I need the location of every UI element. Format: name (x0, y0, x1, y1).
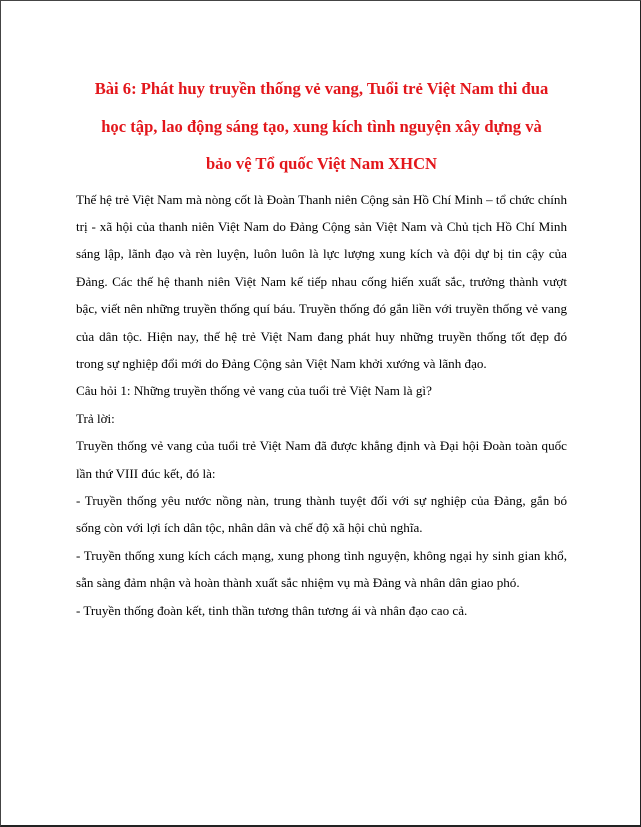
document-title (76, 70, 567, 183)
intro-paragraph: Thế hệ trẻ Việt Nam mà nòng cốt là Đoàn Thanh niên Cộng sản Hồ Chí Minh – tổ chức chính trị - xã hội của thanh niên Việt Nam do Đảng Cộng sản Việt Nam và Chủ tịch Hồ Chí Minh sáng lập, lãnh đạo và rèn luyện, luôn luôn là lực lượng xung kích và đội dự bị tin cậy của Đảng. Các thế hệ thanh niên Việt Nam kế tiếp nhau cống hiến xuất sắc, trưởng thành vượt bậc, viết nên những truyền thống quí báu. Truyền thống đó gắn liền với truyền thống vẻ vang của dân tộc. Hiện nay, thế hệ trẻ Việt Nam đang phát huy những truyền thống tốt đẹp đó trong sự nghiệp đổi mới do Đảng Cộng sản Việt Nam khởi xướng và lãnh đạo. (76, 191, 567, 371)
title-line-3: bảo vệ Tổ quốc Việt Nam XHCN (205, 154, 438, 173)
document-body (76, 186, 567, 625)
title-line-2: học tập, lao động sáng tạo, xung kích tình nguyện xây dựng và (101, 116, 542, 136)
question-1: Câu hỏi 1: Những truyền thống vẻ vang của tuổi trẻ Việt Nam là gì? (76, 383, 432, 399)
answer-intro: Truyền thống vẻ vang của tuổi trẻ Việt Nam đã được khẳng định và Đại hội Đoàn toàn quốc lần thứ VIII đúc kết, đó là: (76, 438, 567, 481)
bullet-item-vanguard: - Truyền thống xung kích cách mạng, xung phong tình nguyện, không ngại hy sinh gian khổ, sẵn sàng đảm nhận và hoàn thành xuất sắc nhiệm vụ mà Đảng và nhân dân giao phó. (76, 547, 567, 591)
bullet-item-solidarity: - Truyền thống đoàn kết, tinh thần tương thân tương ái và nhân đạo cao cả. (76, 602, 468, 618)
answer-label: Trả lời: (76, 410, 115, 426)
bullet-item-patriotism: - Truyền thống yêu nước nồng nàn, trung thành tuyệt đối với sự nghiệp của Đảng, gắn bó sống còn với lợi ích dân tộc, nhân dân và chế độ xã hội chủ nghĩa. (76, 492, 567, 536)
document-page (76, 70, 567, 624)
title-line-1: Bài 6: Phát huy truyền thống vẻ vang, Tuổi trẻ Việt Nam thi đua (94, 79, 549, 98)
